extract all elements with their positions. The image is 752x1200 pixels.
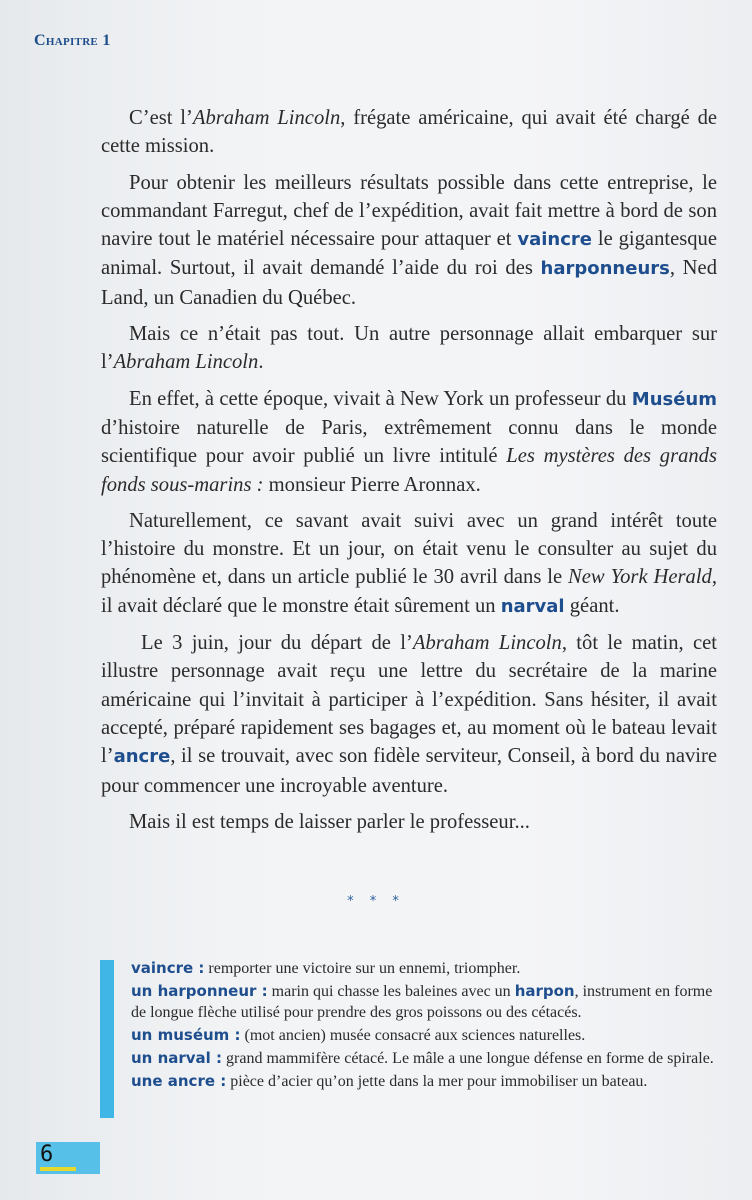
paragraph-5: Naturellement, ce savant avait suivi avec un grand intérêt toute l’histoire du monstre. Et un jour, on était venu le consulter au sujet du phénomène et, dans un article publié le 30 avril dans le New York Herald, il avait déclaré que le monstre était sûrement un narval géant.	[101, 509, 717, 617]
section-separator: * * *	[347, 894, 405, 909]
glossary-entry: un muséum : (mot ancien) musée consacré aux sciences naturelles.	[131, 1026, 586, 1044]
glossary-entry: un harponneur : marin qui chasse les baleines avec un harpon, instrument en forme de longue flèche utilisé pour prendre des gros poissons ou des cétacés.	[131, 982, 713, 1021]
glossary-accent-bar	[100, 960, 114, 1118]
glossary	[131, 958, 721, 1094]
glossary-entry: une ancre : pièce d’acier qu’on jette dans la mer pour immobiliser un bateau.	[131, 1072, 648, 1090]
keyword-harponneurs: harponneurs	[540, 258, 670, 280]
keyword-vaincre: vaincre	[517, 229, 592, 251]
glossary-entry: un narval : grand mammifère cétacé. Le mâle a une longue défense en forme de spirale.	[131, 1049, 714, 1067]
chapter-heading: Chapitre 1	[34, 32, 111, 49]
body-text	[101, 104, 717, 844]
paragraph-4: En effet, à cette époque, vivait à New York un professeur du Muséum d’histoire naturelle de Paris, extrêmement connu dans le monde scientifique pour avoir publié un livre intitulé Les mystères des grands fonds sous-marins : monsieur Pierre Aronnax.	[101, 387, 717, 496]
paragraph-7: Mais il est temps de laisser parler le professeur...	[129, 810, 530, 833]
paragraph-1: C’est l’Abraham Lincoln, frégate américaine, qui avait été chargé de cette mission.	[101, 107, 718, 158]
keyword-ancre: ancre	[113, 746, 171, 768]
page-number-underline	[40, 1167, 76, 1171]
keyword-museum: Muséum	[631, 388, 717, 410]
paragraph-3: Mais ce n’était pas tout. Un autre personnage allait embarquer sur l’Abraham Lincoln.	[101, 323, 717, 374]
paragraph-6: Le 3 juin, jour du départ de l’Abraham Lincoln, tôt le matin, cet illustre personnage avait reçu une lettre du secrétaire de la marine américaine qui l’invitait à participer à l’expédition. Sans hésiter, il avait accepté, préparé rapidement ses bagages et, au moment où le bateau levait l’ancre, il se trouvait, avec son fidèle serviteur, Conseil, à bord du navire pour commencer une incroyable aventure.	[101, 632, 717, 797]
keyword-narval: narval	[500, 595, 565, 617]
paragraph-2: Pour obtenir les meilleurs résultats possible dans cette entreprise, le commandant Farregut, chef de l’expédition, avait fait mettre à bord de son navire tout le matériel nécessaire pour attaquer et vaincre le gigantesque animal. Surtout, il avait demandé l’aide du roi des harponneurs, Ned Land, un Canadien du Québec.	[101, 171, 717, 309]
page-number: 6	[40, 1142, 54, 1167]
glossary-entry: vaincre : remporter une victoire sur un ennemi, triompher.	[131, 959, 521, 977]
